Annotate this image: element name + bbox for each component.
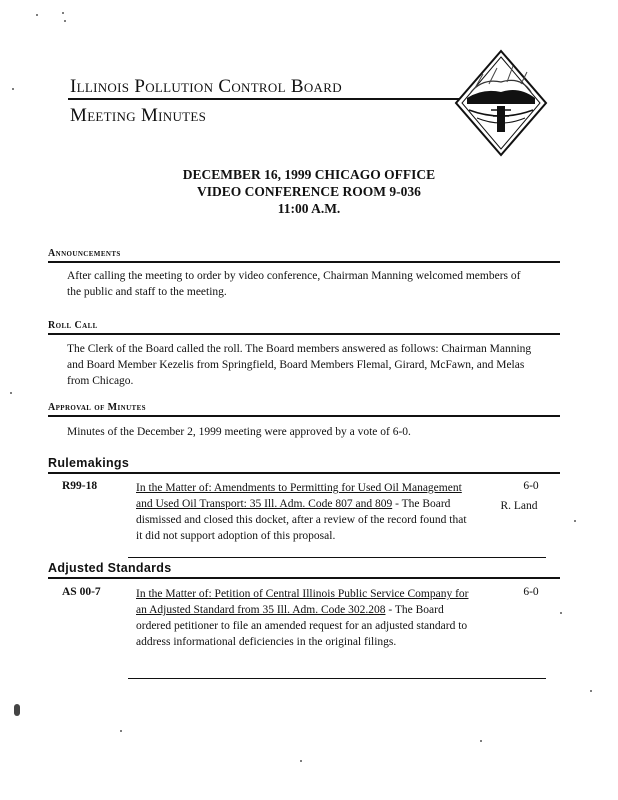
- meeting-date-location: DECEMBER 16, 1999 CHICAGO OFFICE: [182, 167, 436, 182]
- approval-body: Minutes of the December 2, 1999 meeting were approved by a vote of 6-0.: [67, 426, 411, 438]
- rulemaking-board-member: R. Land: [500, 500, 538, 512]
- rulemaking-caption: In the Matter of: Amendments to Permitting for Used Oil Management and Used Oil Transport: 35 Ill. Adm. Code 807 and 809: [136, 482, 462, 510]
- scan-speck: [590, 690, 592, 692]
- approval-heading: Approval of Minutes: [48, 402, 146, 413]
- approval-divider: [48, 415, 560, 417]
- meeting-time: 11:00 A.M.: [277, 201, 341, 216]
- rulemaking-docket-number: R99-18: [62, 480, 98, 492]
- rulemaking-summary: - The Board dismissed and closed this docket, after a review of the record found that it did not support adoption of this proposal.: [136, 498, 467, 542]
- adjusted-standard-docket-number: AS 00-7: [62, 586, 101, 598]
- scan-speck: [120, 730, 122, 732]
- roll-call-divider: [48, 333, 560, 335]
- adjusted-standard-summary: - The Board ordered petitioner to file an amended request for an adjusted standard to address informational deficiencies in the original filings.: [136, 604, 468, 648]
- announcements-heading: Announcements: [48, 248, 121, 259]
- scan-speck: [480, 740, 482, 742]
- scan-speck: [36, 14, 38, 16]
- adjusted-standards-end-divider: [128, 678, 546, 679]
- scan-speck: [14, 704, 20, 716]
- organization-title: Illinois Pollution Control Board: [70, 76, 342, 97]
- scan-speck: [560, 612, 562, 614]
- document-type-title: Meeting Minutes: [70, 105, 207, 126]
- rulemakings-heading: Rulemakings: [48, 456, 130, 470]
- scan-speck: [62, 12, 64, 14]
- meeting-room: VIDEO CONFERENCE ROOM 9-036: [197, 184, 421, 199]
- scan-speck: [64, 20, 66, 22]
- rulemaking-vote: 6-0: [523, 480, 539, 492]
- adjusted-standard-description: [136, 586, 471, 650]
- adjusted-standard-vote: 6-0: [523, 586, 539, 598]
- adjusted-standards-divider: [48, 577, 560, 579]
- scan-speck: [300, 760, 302, 762]
- scan-speck: [10, 392, 12, 394]
- adjusted-standard-caption: In the Matter of: Petition of Central Illinois Public Service Company for an Adjusted Standard from 35 Ill. Adm. Code 302.208: [136, 588, 469, 616]
- adjusted-standards-heading: Adjusted Standards: [48, 561, 172, 575]
- roll-call-heading: Roll Call: [48, 320, 98, 331]
- rulemakings-end-divider: [128, 557, 546, 558]
- roll-call-body: The Clerk of the Board called the roll. The Board members answered as follows: Chairman Manning and Board Member Kezelis from Springfield, Board Members Flemal, Girard, McFawn, and Melas from Chicago.: [67, 343, 532, 387]
- board-logo-icon: [453, 48, 549, 158]
- rulemaking-description: [136, 480, 471, 544]
- header-divider: [68, 98, 468, 100]
- scan-speck: [12, 88, 14, 90]
- rulemakings-divider: [48, 472, 560, 474]
- scan-speck: [574, 520, 576, 522]
- announcements-body: After calling the meeting to order by video conference, Chairman Manning welcomed members of the public and staff to the meeting.: [67, 270, 521, 298]
- announcements-divider: [48, 261, 560, 263]
